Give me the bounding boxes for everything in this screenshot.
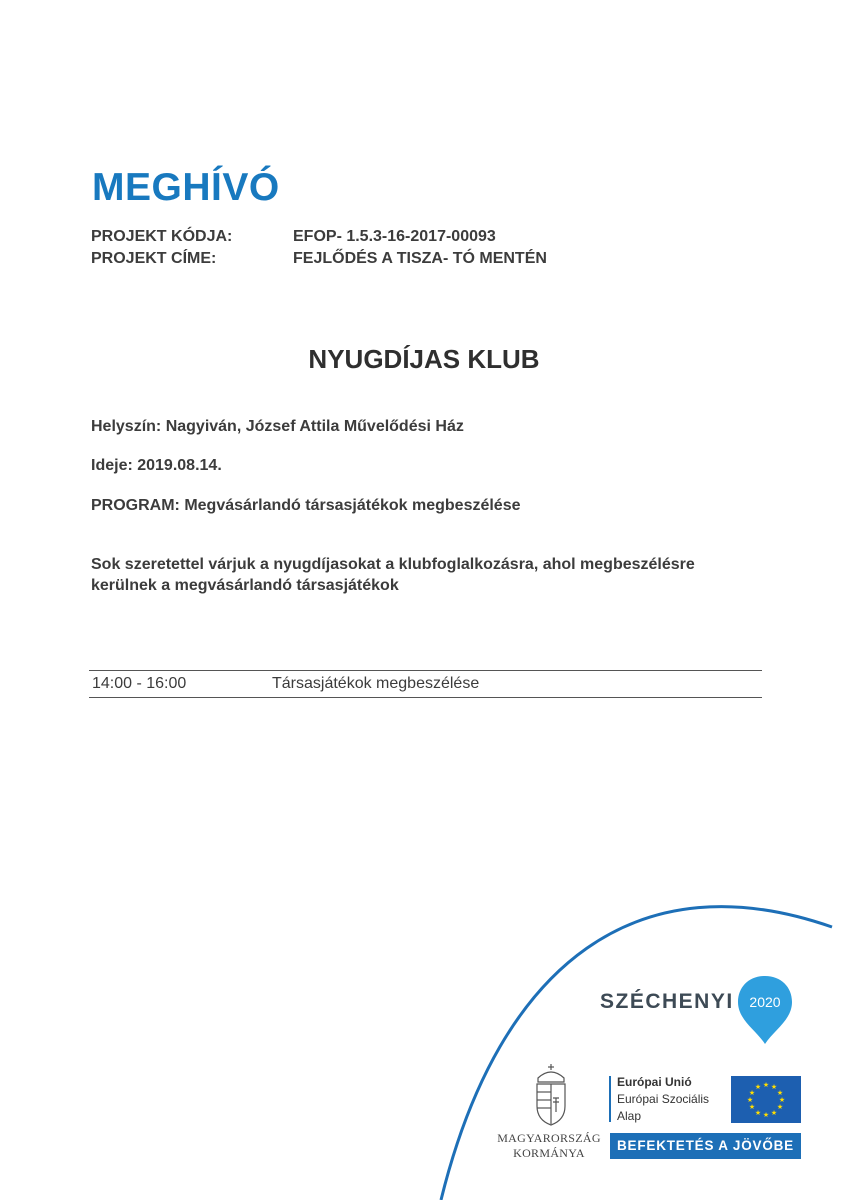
project-code-label: PROJEKT KÓDJA: [91,228,233,245]
svg-text:★: ★ [778,1096,786,1104]
government-crest-icon [528,1062,574,1128]
svg-text:★: ★ [748,1089,756,1097]
intro-text [91,554,771,596]
schedule-bottom-divider [89,697,762,698]
event-date: Ideje: 2019.08.14. [91,457,222,474]
svg-text:★: ★ [776,1103,784,1111]
eu-line-2: Európai Szociális [617,1092,710,1106]
invest-banner: BEFEKTETÉS A JÖVŐBE [610,1133,801,1159]
eu-flag-icon [731,1076,801,1123]
szechenyi-year: 2020 [749,994,781,1010]
szechenyi-pin-icon [736,974,794,1046]
svg-text:★: ★ [754,1083,762,1091]
schedule-time: 14:00 - 16:00 [92,675,187,692]
eu-fund-text [617,1074,709,1125]
svg-text:★: ★ [754,1109,762,1117]
szechenyi-logo-text: SZÉCHENYI [600,990,734,1013]
svg-text:★: ★ [748,1103,756,1111]
svg-text:★: ★ [762,1111,770,1119]
project-title-value: FEJLŐDÉS A TISZA- TÓ MENTÉN [293,250,547,267]
intro-line-2: kerülnek a megvásárlandó társasjátékok [91,577,399,594]
government-name-line-1: MAGYARORSZÁG [497,1131,601,1145]
project-code-value: EFOP- 1.5.3-16-2017-00093 [293,228,496,245]
eu-line-1: Európai Unió [617,1075,692,1089]
svg-text:★: ★ [762,1081,770,1089]
svg-text:★: ★ [746,1096,754,1104]
eu-divider [609,1076,611,1122]
svg-text:★: ★ [770,1083,778,1091]
intro-line-1: Sok szeretettel várjuk a nyugdíjasokat a klubfoglalkozásra, ahol megbeszélésre [91,556,695,573]
page-title: MEGHÍVÓ [92,166,280,209]
schedule-top-divider [89,670,762,671]
eu-line-3: Alap [617,1109,642,1123]
government-name [497,1131,601,1161]
event-location: Helyszín: Nagyiván, József Attila Művelődési Ház [91,418,464,435]
event-name: NYUGDÍJAS KLUB [308,344,540,374]
svg-text:★: ★ [770,1109,778,1117]
event-program: PROGRAM: Megvásárlandó társasjátékok megbeszélése [91,497,521,514]
project-title-label: PROJEKT CÍME: [91,250,217,267]
government-name-line-2: KORMÁNYA [513,1146,585,1160]
schedule-activity: Társasjátékok megbeszélése [272,675,480,692]
svg-text:★: ★ [776,1089,784,1097]
